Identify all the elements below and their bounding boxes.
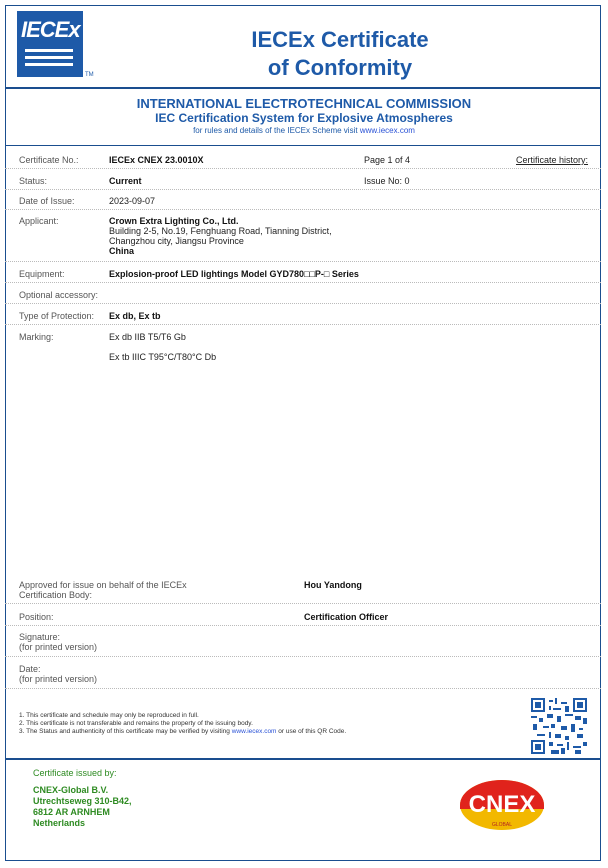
marking-1: Ex db IIB T5/T6 Gb	[109, 332, 186, 342]
applicant: Crown Extra Lighting Co., Ltd. Building 2-5, No.19, Fenghuang Road, Tianning District, Changzhou city, Jiangsu Province China	[109, 216, 332, 256]
status-label: Status:	[19, 176, 48, 186]
applicant-label: Applicant:	[19, 216, 59, 226]
position-label: Position:	[19, 612, 54, 622]
iecex-logo	[17, 11, 83, 77]
protection-label: Type of Protection:	[19, 311, 95, 321]
approved-label: Approved for issue on behalf of the IECEx Certification Body:	[19, 580, 187, 600]
status-value: Current	[109, 176, 142, 186]
divider	[5, 145, 601, 146]
svg-text:GLOBAL: GLOBAL	[491, 822, 513, 828]
marking-2: Ex tb IIIC T95°C/T80°C Db	[109, 352, 217, 362]
issued-by-label: Certificate issued by:	[33, 768, 117, 778]
signature-label: Signature: (for printed version)	[19, 632, 98, 652]
issue-no: Issue No: 0	[364, 176, 410, 186]
notes: 1. This certificate and schedule may only be reproduced in full. 2. This certificate is not transferable and remains the property of the issuing body. 3. The Status and authenticity of this certificate may be verified by visiting www.iecex.com or use of this QR Code.	[19, 712, 347, 735]
equipment-label: Equipment:	[19, 269, 65, 279]
optional-accessory-label: Optional accessory:	[19, 290, 99, 300]
issue-date: 2023-09-07	[109, 196, 156, 206]
svg-text:CNEX: CNEX	[468, 791, 536, 818]
page-number: Page 1 of 4	[364, 155, 411, 165]
qr-code[interactable]	[531, 698, 587, 754]
divider	[5, 758, 601, 760]
divider	[5, 87, 601, 89]
iecex-link[interactable]: www.iecex.com	[359, 126, 415, 135]
marking-label: Marking:	[19, 332, 54, 342]
cert-no: IECEx CNEX 23.0010X	[109, 155, 204, 165]
equipment: Explosion-proof LED lightings Model GYD780□□P-□ Series	[109, 269, 359, 279]
page-title: IECEx Certificate of Conformity	[251, 27, 429, 80]
system-title: IEC Certification System for Explosive Atmospheres	[155, 111, 453, 125]
certificate-history-link[interactable]: Certificate history:	[516, 155, 589, 165]
date-label: Date of Issue:	[19, 196, 75, 206]
rules-text: for rules and details of the IECEx Scheme visit www.iecex.com	[193, 126, 415, 135]
cnex-logo	[458, 779, 546, 831]
date-signed-label: Date: (for printed version)	[19, 664, 98, 684]
position-value: Certification Officer	[304, 612, 389, 622]
logo-text: IECEx	[21, 17, 80, 42]
protection-type: Ex db, Ex tb	[109, 311, 161, 321]
trademark: TM	[85, 72, 94, 78]
approver-name: Hou Yandong	[304, 580, 362, 590]
cert-no-label: Certificate No.:	[19, 155, 79, 165]
iecex-link[interactable]: www.iecex.com	[231, 728, 277, 735]
issuer-address: CNEX-Global B.V. Utrechtseweg 310-B42, 6812 AR ARNHEM Netherlands	[33, 785, 132, 828]
commission-title: INTERNATIONAL ELECTROTECHNICAL COMMISSION	[136, 96, 472, 111]
